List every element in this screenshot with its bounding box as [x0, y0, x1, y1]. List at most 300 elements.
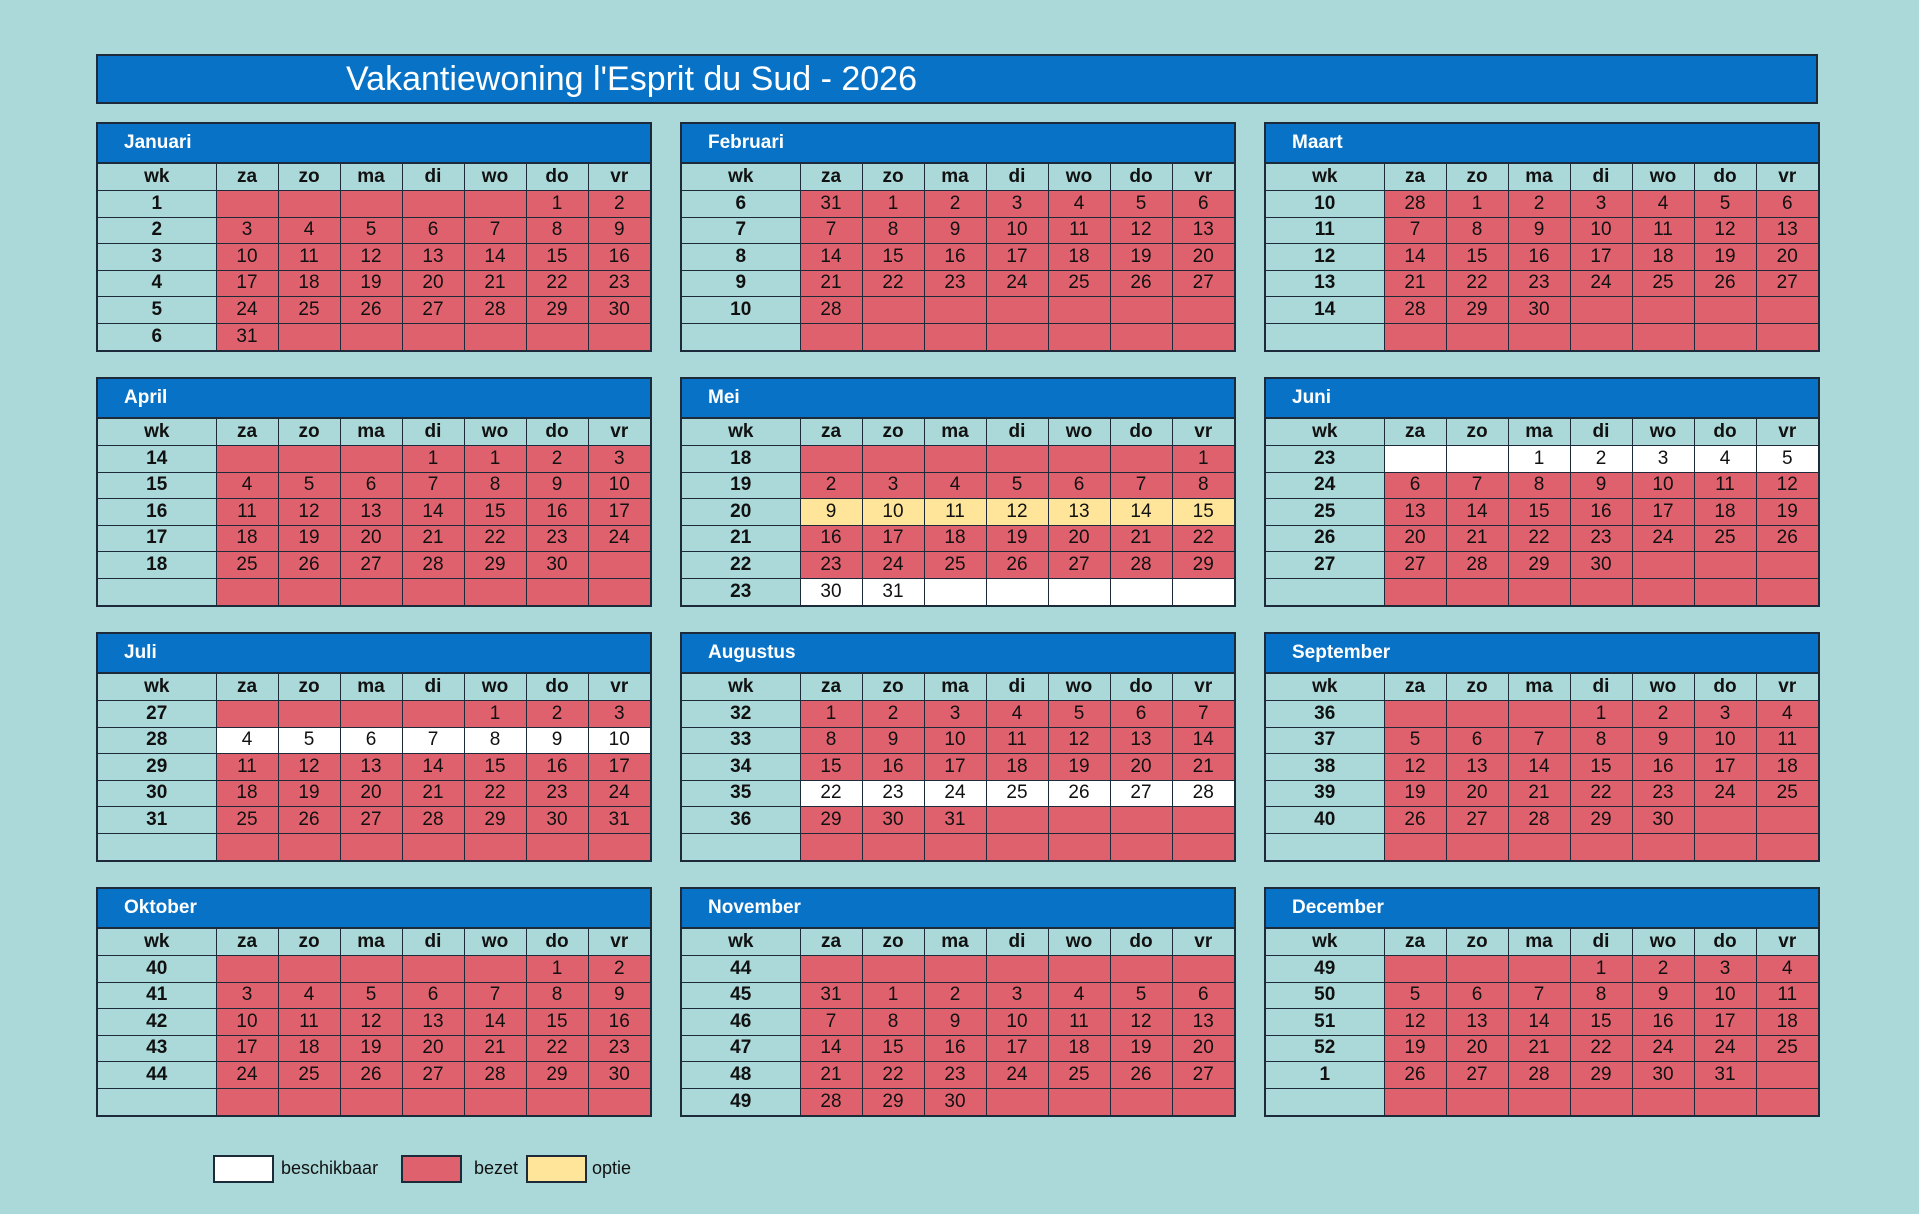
- day-cell: 17: [1694, 754, 1756, 781]
- day-cell: 1: [1570, 701, 1632, 728]
- week-number: 14: [1266, 297, 1384, 324]
- weekday-header: wo: [464, 419, 526, 446]
- day-cell: 12: [278, 499, 340, 526]
- day-cell: 25: [1694, 525, 1756, 552]
- weekday-header: do: [526, 419, 588, 446]
- week-column-header: wk: [682, 419, 800, 446]
- week-row: [1266, 1062, 1818, 1089]
- day-cell: 22: [862, 270, 924, 297]
- weekday-header: wo: [1632, 674, 1694, 701]
- legend-label-beschikbaar: beschikbaar: [281, 1158, 379, 1178]
- day-cell: [986, 297, 1048, 324]
- month-grid: [98, 419, 650, 605]
- weekday-header: zo: [1446, 164, 1508, 191]
- weekday-header: vr: [1172, 419, 1234, 446]
- day-cell: 7: [402, 727, 464, 754]
- day-cell: 24: [986, 1062, 1048, 1089]
- day-cell: 6: [1756, 191, 1818, 218]
- week-number: 40: [1266, 807, 1384, 834]
- day-cell: [1110, 578, 1172, 605]
- weekday-header: wo: [1048, 674, 1110, 701]
- day-cell: [216, 701, 278, 728]
- day-cell: [1570, 323, 1632, 350]
- day-cell: [986, 956, 1048, 983]
- weekday-header: za: [800, 929, 862, 956]
- day-cell: 28: [464, 1062, 526, 1089]
- day-cell: 29: [862, 1088, 924, 1115]
- week-row: [98, 1088, 650, 1115]
- month-grid: [98, 674, 650, 860]
- day-cell: 25: [278, 1062, 340, 1089]
- day-cell: 29: [464, 807, 526, 834]
- weekday-header-row: [98, 164, 650, 191]
- day-cell: 24: [1694, 1035, 1756, 1062]
- day-cell: 20: [1756, 244, 1818, 271]
- day-cell: [278, 446, 340, 473]
- day-cell: [216, 1088, 278, 1115]
- day-cell: [464, 833, 526, 860]
- month-juli: [96, 632, 652, 862]
- day-cell: [1172, 1088, 1234, 1115]
- day-cell: 2: [924, 982, 986, 1009]
- month-name: Maart: [1266, 124, 1818, 164]
- day-cell: [1632, 297, 1694, 324]
- day-cell: 6: [1172, 191, 1234, 218]
- day-cell: 19: [986, 525, 1048, 552]
- day-cell: 10: [216, 1009, 278, 1036]
- day-cell: [986, 807, 1048, 834]
- day-cell: 16: [800, 525, 862, 552]
- day-cell: 29: [800, 807, 862, 834]
- day-cell: 1: [1446, 191, 1508, 218]
- week-row: [1266, 578, 1818, 605]
- week-row: [1266, 525, 1818, 552]
- day-cell: 22: [1172, 525, 1234, 552]
- weekday-header: vr: [588, 929, 650, 956]
- day-cell: 2: [1508, 191, 1570, 218]
- month-augustus: [680, 632, 1236, 862]
- day-cell: 3: [924, 701, 986, 728]
- day-cell: [986, 578, 1048, 605]
- weekday-header: ma: [1508, 419, 1570, 446]
- week-row: [1266, 217, 1818, 244]
- weekday-header: zo: [1446, 929, 1508, 956]
- day-cell: [464, 956, 526, 983]
- day-cell: 16: [1508, 244, 1570, 271]
- week-row: [98, 1009, 650, 1036]
- day-cell: [1694, 833, 1756, 860]
- weekday-header: vr: [588, 674, 650, 701]
- day-cell: 7: [1446, 472, 1508, 499]
- week-row: [1266, 807, 1818, 834]
- legend-swatch-optie: [526, 1155, 587, 1183]
- day-cell: 10: [1570, 217, 1632, 244]
- day-cell: 1: [862, 191, 924, 218]
- day-cell: 5: [1110, 191, 1172, 218]
- weekday-header: za: [216, 164, 278, 191]
- week-number: 32: [682, 701, 800, 728]
- day-cell: [1632, 1088, 1694, 1115]
- day-cell: [1756, 1088, 1818, 1115]
- day-cell: [1756, 323, 1818, 350]
- week-row: [1266, 472, 1818, 499]
- day-cell: [924, 956, 986, 983]
- day-cell: 10: [986, 217, 1048, 244]
- weekday-header: zo: [278, 929, 340, 956]
- weekday-header: di: [1570, 419, 1632, 446]
- day-cell: 8: [1508, 472, 1570, 499]
- weekday-header: di: [402, 674, 464, 701]
- day-cell: 13: [1446, 754, 1508, 781]
- day-cell: [340, 956, 402, 983]
- day-cell: 22: [800, 780, 862, 807]
- day-cell: 19: [278, 780, 340, 807]
- weekday-header: do: [1694, 419, 1756, 446]
- day-cell: 5: [1384, 727, 1446, 754]
- week-number: 45: [682, 982, 800, 1009]
- day-cell: 5: [1384, 982, 1446, 1009]
- day-cell: [278, 191, 340, 218]
- day-cell: [278, 1088, 340, 1115]
- weekday-header: wo: [464, 929, 526, 956]
- week-number: 1: [1266, 1062, 1384, 1089]
- weekday-header: do: [1694, 164, 1756, 191]
- week-number: 22: [682, 552, 800, 579]
- week-number: 16: [98, 499, 216, 526]
- day-cell: [800, 956, 862, 983]
- day-cell: 10: [1632, 472, 1694, 499]
- day-cell: 26: [1110, 1062, 1172, 1089]
- day-cell: 28: [402, 552, 464, 579]
- day-cell: 24: [924, 780, 986, 807]
- day-cell: 27: [1172, 270, 1234, 297]
- day-cell: 2: [588, 956, 650, 983]
- day-cell: 25: [1048, 1062, 1110, 1089]
- day-cell: [1048, 833, 1110, 860]
- day-cell: 30: [800, 578, 862, 605]
- day-cell: [216, 956, 278, 983]
- day-cell: 10: [924, 727, 986, 754]
- day-cell: 26: [1756, 525, 1818, 552]
- day-cell: 10: [862, 499, 924, 526]
- day-cell: 26: [1048, 780, 1110, 807]
- legend-label-bezet: bezet: [474, 1158, 519, 1178]
- week-row: [98, 472, 650, 499]
- week-row: [1266, 982, 1818, 1009]
- day-cell: 31: [862, 578, 924, 605]
- day-cell: 21: [1110, 525, 1172, 552]
- day-cell: [402, 833, 464, 860]
- day-cell: [1446, 1088, 1508, 1115]
- weekday-header: ma: [340, 419, 402, 446]
- day-cell: 4: [278, 217, 340, 244]
- day-cell: [924, 323, 986, 350]
- week-number: 50: [1266, 982, 1384, 1009]
- day-cell: [340, 701, 402, 728]
- day-cell: 22: [862, 1062, 924, 1089]
- week-number: 4: [98, 270, 216, 297]
- day-cell: 29: [1172, 552, 1234, 579]
- day-cell: 30: [1508, 297, 1570, 324]
- week-row: [682, 807, 1234, 834]
- day-cell: 8: [1172, 472, 1234, 499]
- day-cell: 19: [340, 1035, 402, 1062]
- day-cell: 31: [216, 323, 278, 350]
- day-cell: [588, 578, 650, 605]
- weekday-header: di: [986, 929, 1048, 956]
- weekday-header: di: [1570, 929, 1632, 956]
- week-row: [682, 270, 1234, 297]
- day-cell: 14: [464, 1009, 526, 1036]
- day-cell: 13: [402, 244, 464, 271]
- week-number: 3: [98, 244, 216, 271]
- day-cell: 17: [588, 499, 650, 526]
- day-cell: 3: [216, 217, 278, 244]
- week-column-header: wk: [1266, 419, 1384, 446]
- day-cell: 3: [216, 982, 278, 1009]
- day-cell: 7: [1384, 217, 1446, 244]
- week-number: [682, 323, 800, 350]
- week-number: 23: [1266, 446, 1384, 473]
- day-cell: 26: [278, 807, 340, 834]
- day-cell: 21: [464, 270, 526, 297]
- week-number: 20: [682, 499, 800, 526]
- week-number: 15: [98, 472, 216, 499]
- week-row: [98, 499, 650, 526]
- week-number: 9: [682, 270, 800, 297]
- day-cell: 28: [1446, 552, 1508, 579]
- day-cell: 22: [1508, 525, 1570, 552]
- week-row: [682, 833, 1234, 860]
- week-row: [98, 1062, 650, 1089]
- day-cell: 6: [1384, 472, 1446, 499]
- day-cell: 27: [1110, 780, 1172, 807]
- day-cell: 7: [1110, 472, 1172, 499]
- day-cell: 6: [402, 982, 464, 1009]
- week-column-header: wk: [1266, 164, 1384, 191]
- day-cell: 14: [1508, 754, 1570, 781]
- day-cell: [402, 701, 464, 728]
- day-cell: 9: [800, 499, 862, 526]
- day-cell: [924, 578, 986, 605]
- day-cell: 22: [526, 270, 588, 297]
- day-cell: 14: [1446, 499, 1508, 526]
- day-cell: [800, 323, 862, 350]
- month-grid: [1266, 419, 1818, 605]
- day-cell: 5: [1694, 191, 1756, 218]
- day-cell: 18: [278, 1035, 340, 1062]
- day-cell: 30: [924, 1088, 986, 1115]
- day-cell: 9: [924, 1009, 986, 1036]
- week-row: [98, 446, 650, 473]
- week-number: 34: [682, 754, 800, 781]
- week-number: 12: [1266, 244, 1384, 271]
- day-cell: 16: [1632, 754, 1694, 781]
- week-number: 36: [682, 807, 800, 834]
- day-cell: 5: [1048, 701, 1110, 728]
- day-cell: [526, 833, 588, 860]
- week-row: [98, 244, 650, 271]
- day-cell: 1: [464, 701, 526, 728]
- month-grid: [682, 164, 1234, 350]
- day-cell: 25: [1756, 780, 1818, 807]
- day-cell: 2: [862, 701, 924, 728]
- week-row: [682, 956, 1234, 983]
- day-cell: 2: [588, 191, 650, 218]
- day-cell: 10: [986, 1009, 1048, 1036]
- day-cell: [1110, 297, 1172, 324]
- day-cell: 15: [862, 244, 924, 271]
- week-row: [98, 780, 650, 807]
- day-cell: 21: [1446, 525, 1508, 552]
- day-cell: [1570, 833, 1632, 860]
- day-cell: 2: [1570, 446, 1632, 473]
- week-number: 38: [1266, 754, 1384, 781]
- day-cell: 20: [340, 780, 402, 807]
- weekday-header: za: [216, 674, 278, 701]
- weekday-header: vr: [1756, 929, 1818, 956]
- weekday-header: ma: [924, 929, 986, 956]
- day-cell: 20: [1446, 1035, 1508, 1062]
- day-cell: 9: [1632, 982, 1694, 1009]
- week-number: 19: [682, 472, 800, 499]
- week-row: [98, 833, 650, 860]
- day-cell: 13: [1172, 217, 1234, 244]
- day-cell: 24: [588, 525, 650, 552]
- day-cell: 4: [1756, 701, 1818, 728]
- day-cell: [1384, 446, 1446, 473]
- weekday-header-row: [682, 674, 1234, 701]
- day-cell: 31: [588, 807, 650, 834]
- day-cell: 5: [986, 472, 1048, 499]
- day-cell: 31: [1694, 1062, 1756, 1089]
- weekday-header: wo: [1632, 164, 1694, 191]
- day-cell: 23: [1632, 780, 1694, 807]
- day-cell: 7: [800, 217, 862, 244]
- weekday-header: za: [1384, 419, 1446, 446]
- week-number: [1266, 323, 1384, 350]
- month-juni: [1264, 377, 1820, 607]
- day-cell: 9: [1570, 472, 1632, 499]
- day-cell: 6: [340, 472, 402, 499]
- day-cell: [402, 191, 464, 218]
- day-cell: 30: [1632, 1062, 1694, 1089]
- week-row: [1266, 244, 1818, 271]
- day-cell: 15: [1172, 499, 1234, 526]
- day-cell: 20: [402, 1035, 464, 1062]
- week-column-header: wk: [98, 164, 216, 191]
- day-cell: 24: [986, 270, 1048, 297]
- day-cell: 25: [216, 552, 278, 579]
- day-cell: 26: [1384, 1062, 1446, 1089]
- month-oktober: [96, 887, 652, 1117]
- day-cell: 7: [1172, 701, 1234, 728]
- day-cell: 16: [526, 754, 588, 781]
- month-name: Oktober: [98, 889, 650, 929]
- week-number: 46: [682, 1009, 800, 1036]
- weekday-header: zo: [862, 419, 924, 446]
- weekday-header: za: [800, 419, 862, 446]
- day-cell: 17: [588, 754, 650, 781]
- day-cell: [216, 446, 278, 473]
- month-name: Augustus: [682, 634, 1234, 674]
- day-cell: 29: [1570, 1062, 1632, 1089]
- day-cell: 31: [800, 982, 862, 1009]
- day-cell: 12: [1110, 217, 1172, 244]
- week-number: [682, 833, 800, 860]
- week-row: [98, 982, 650, 1009]
- month-name: September: [1266, 634, 1818, 674]
- day-cell: [402, 323, 464, 350]
- day-cell: 13: [402, 1009, 464, 1036]
- day-cell: 18: [1694, 499, 1756, 526]
- weekday-header-row: [1266, 419, 1818, 446]
- day-cell: [278, 578, 340, 605]
- day-cell: 12: [1384, 1009, 1446, 1036]
- day-cell: 28: [1172, 780, 1234, 807]
- weekday-header: za: [216, 929, 278, 956]
- day-cell: 16: [1570, 499, 1632, 526]
- weekday-header: di: [986, 164, 1048, 191]
- day-cell: 24: [1694, 780, 1756, 807]
- month-grid: [98, 929, 650, 1115]
- day-cell: 20: [402, 270, 464, 297]
- day-cell: 20: [340, 525, 402, 552]
- day-cell: [1172, 297, 1234, 324]
- day-cell: [1110, 807, 1172, 834]
- week-row: [682, 982, 1234, 1009]
- week-number: 31: [98, 807, 216, 834]
- day-cell: [1048, 323, 1110, 350]
- day-cell: 1: [464, 446, 526, 473]
- week-column-header: wk: [98, 929, 216, 956]
- weekday-header: do: [526, 674, 588, 701]
- day-cell: [1756, 1062, 1818, 1089]
- month-grid: [1266, 674, 1818, 860]
- weekday-header: di: [1570, 674, 1632, 701]
- day-cell: [1110, 323, 1172, 350]
- week-row: [682, 323, 1234, 350]
- day-cell: 11: [1694, 472, 1756, 499]
- week-row: [682, 1062, 1234, 1089]
- day-cell: [1632, 552, 1694, 579]
- month-grid: [682, 419, 1234, 605]
- week-row: [1266, 701, 1818, 728]
- day-cell: 11: [924, 499, 986, 526]
- day-cell: [340, 446, 402, 473]
- week-row: [1266, 780, 1818, 807]
- day-cell: [340, 833, 402, 860]
- day-cell: [464, 578, 526, 605]
- day-cell: 12: [1384, 754, 1446, 781]
- day-cell: 24: [588, 780, 650, 807]
- day-cell: 12: [278, 754, 340, 781]
- day-cell: 14: [402, 754, 464, 781]
- week-number: 25: [1266, 499, 1384, 526]
- weekday-header-row: [98, 929, 650, 956]
- day-cell: 20: [1446, 780, 1508, 807]
- month-name: Januari: [98, 124, 650, 164]
- weekday-header: vr: [1172, 929, 1234, 956]
- week-number: 30: [98, 780, 216, 807]
- week-number: 37: [1266, 727, 1384, 754]
- day-cell: 21: [800, 1062, 862, 1089]
- day-cell: [278, 833, 340, 860]
- weekday-header: vr: [588, 419, 650, 446]
- day-cell: 8: [862, 217, 924, 244]
- day-cell: 17: [986, 1035, 1048, 1062]
- day-cell: 21: [402, 780, 464, 807]
